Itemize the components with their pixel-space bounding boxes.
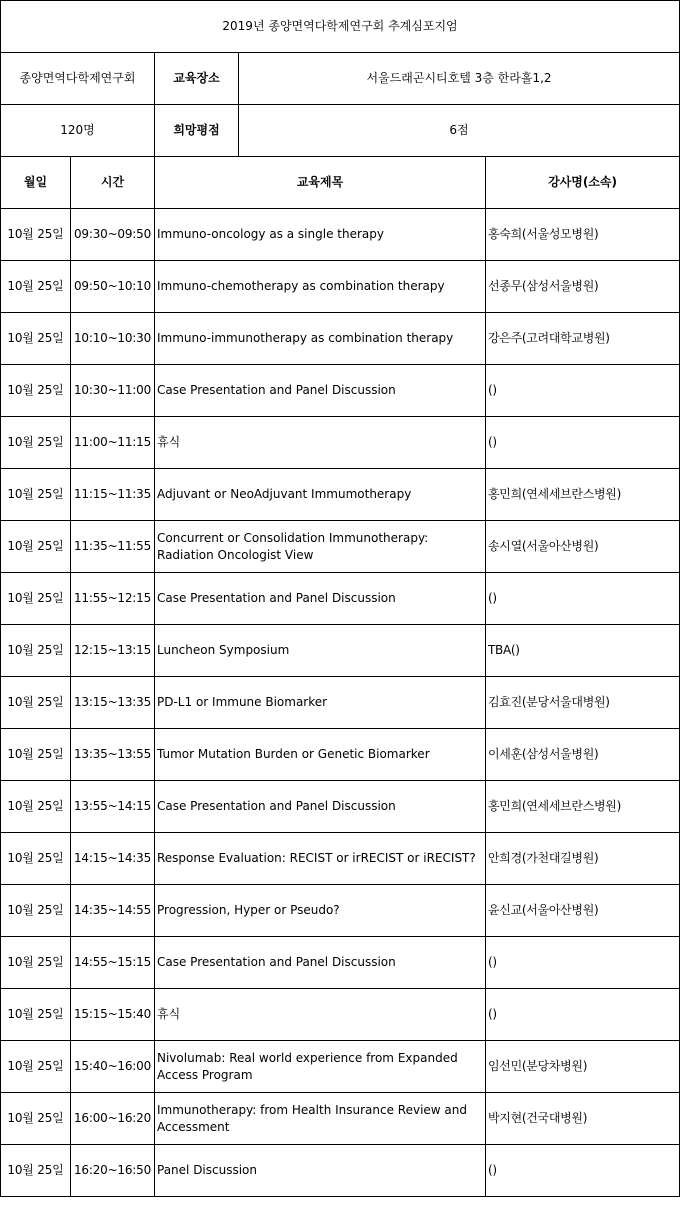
row-topic: Nivolumab: Real world experience from Expanded Access Program: [155, 1041, 486, 1093]
row-time: 09:50~10:10: [71, 261, 155, 313]
row-speaker: 윤신교(서울아산병원): [486, 885, 680, 937]
row-topic: Luncheon Symposium: [155, 625, 486, 677]
row-topic: Immuno-oncology as a single therapy: [155, 209, 486, 261]
row-date: 10월 25일: [1, 781, 71, 833]
title-row: [1, 1, 680, 53]
row-topic: Immuno-immunotherapy as combination therapy: [155, 313, 486, 365]
row-speaker: 이세훈(삼성서울병원): [486, 729, 680, 781]
row-topic: Case Presentation and Panel Discussion: [155, 937, 486, 989]
row-topic: Case Presentation and Panel Discussion: [155, 781, 486, 833]
row-date: 10월 25일: [1, 729, 71, 781]
row-date: 10월 25일: [1, 625, 71, 677]
row-date: 10월 25일: [1, 833, 71, 885]
header-date: 월일: [1, 157, 71, 209]
row-date: 10월 25일: [1, 885, 71, 937]
row-topic: Case Presentation and Panel Discussion: [155, 365, 486, 417]
row-topic: Tumor Mutation Burden or Genetic Biomarker: [155, 729, 486, 781]
table-row: [1, 1041, 680, 1093]
venue-label: 교육장소: [155, 53, 239, 105]
table-row: [1, 729, 680, 781]
table-row: [1, 521, 680, 573]
row-time: 14:55~15:15: [71, 937, 155, 989]
row-date: 10월 25일: [1, 313, 71, 365]
row-date: 10월 25일: [1, 1145, 71, 1197]
row-time: 16:20~16:50: [71, 1145, 155, 1197]
row-date: 10월 25일: [1, 937, 71, 989]
header-time: 시간: [71, 157, 155, 209]
table-row: [1, 677, 680, 729]
table-row: [1, 781, 680, 833]
header-topic: 교육제목: [155, 157, 486, 209]
row-topic: Immunotherapy: from Health Insurance Review and Accessment: [155, 1093, 486, 1145]
venue-row: [1, 53, 680, 105]
row-topic: Case Presentation and Panel Discussion: [155, 573, 486, 625]
row-speaker: 강은주(고려대학교병원): [486, 313, 680, 365]
row-time: 11:55~12:15: [71, 573, 155, 625]
row-time: 11:00~11:15: [71, 417, 155, 469]
row-date: 10월 25일: [1, 1041, 71, 1093]
row-time: 10:30~11:00: [71, 365, 155, 417]
table-row: [1, 261, 680, 313]
row-topic: Response Evaluation: RECIST or irRECIST or iRECIST?: [155, 833, 486, 885]
row-topic: Panel Discussion: [155, 1145, 486, 1197]
capacity-row: [1, 105, 680, 157]
venue-value: 서울드래곤시티호텔 3층 한라홀1,2: [239, 53, 680, 105]
row-date: 10월 25일: [1, 521, 71, 573]
table-row: [1, 573, 680, 625]
row-time: 15:40~16:00: [71, 1041, 155, 1093]
capacity-value: 120명: [1, 105, 155, 157]
row-speaker: TBA(): [486, 625, 680, 677]
row-speaker: 송시열(서울아산병원): [486, 521, 680, 573]
row-topic: Progression, Hyper or Pseudo?: [155, 885, 486, 937]
row-date: 10월 25일: [1, 677, 71, 729]
table-row: [1, 313, 680, 365]
table-row: [1, 469, 680, 521]
table-row: [1, 1145, 680, 1197]
row-time: 09:30~09:50: [71, 209, 155, 261]
row-time: 14:35~14:55: [71, 885, 155, 937]
row-time: 15:15~15:40: [71, 989, 155, 1041]
table-row: [1, 417, 680, 469]
row-date: 10월 25일: [1, 989, 71, 1041]
row-topic: PD-L1 or Immune Biomarker: [155, 677, 486, 729]
header-speaker: 강사명(소속): [486, 157, 680, 209]
row-speaker: 홍숙희(서울성모병원): [486, 209, 680, 261]
row-speaker: (): [486, 989, 680, 1041]
row-time: 12:15~13:15: [71, 625, 155, 677]
row-topic: 휴식: [155, 989, 486, 1041]
table-row: [1, 365, 680, 417]
row-speaker: 홍민희(연세세브란스병원): [486, 781, 680, 833]
row-time: 13:35~13:55: [71, 729, 155, 781]
row-speaker: 김효진(분당서울대병원): [486, 677, 680, 729]
row-date: 10월 25일: [1, 573, 71, 625]
row-date: 10월 25일: [1, 1093, 71, 1145]
row-topic: Immuno-chemotherapy as combination therapy: [155, 261, 486, 313]
row-date: 10월 25일: [1, 365, 71, 417]
row-speaker: 선종무(삼성서울병원): [486, 261, 680, 313]
row-speaker: (): [486, 365, 680, 417]
row-time: 11:35~11:55: [71, 521, 155, 573]
event-title: 2019년 종양면역다학제연구회 추계심포지엄: [1, 1, 680, 53]
table-row: [1, 1093, 680, 1145]
score-label: 희망평점: [155, 105, 239, 157]
row-date: 10월 25일: [1, 469, 71, 521]
row-time: 11:15~11:35: [71, 469, 155, 521]
row-speaker: 홍민희(연세세브란스병원): [486, 469, 680, 521]
row-time: 14:15~14:35: [71, 833, 155, 885]
table-row: [1, 625, 680, 677]
header-row: [1, 157, 680, 209]
organizer: 종양면역다학제연구회: [1, 53, 155, 105]
row-topic: 휴식: [155, 417, 486, 469]
table-row: [1, 989, 680, 1041]
row-date: 10월 25일: [1, 261, 71, 313]
row-time: 16:00~16:20: [71, 1093, 155, 1145]
row-speaker: (): [486, 417, 680, 469]
row-time: 13:55~14:15: [71, 781, 155, 833]
score-value: 6점: [239, 105, 680, 157]
row-speaker: (): [486, 573, 680, 625]
table-row: [1, 209, 680, 261]
row-speaker: 안희경(가천대길병원): [486, 833, 680, 885]
row-topic: Concurrent or Consolidation Immunotherapy: Radiation Oncologist View: [155, 521, 486, 573]
table-row: [1, 937, 680, 989]
row-speaker: 박지현(건국대병원): [486, 1093, 680, 1145]
row-speaker: 임선민(분당차병원): [486, 1041, 680, 1093]
row-speaker: (): [486, 1145, 680, 1197]
table-row: [1, 833, 680, 885]
row-time: 13:15~13:35: [71, 677, 155, 729]
row-date: 10월 25일: [1, 417, 71, 469]
row-speaker: (): [486, 937, 680, 989]
row-time: 10:10~10:30: [71, 313, 155, 365]
table-row: [1, 885, 680, 937]
row-topic: Adjuvant or NeoAdjuvant Immumotherapy: [155, 469, 486, 521]
row-date: 10월 25일: [1, 209, 71, 261]
